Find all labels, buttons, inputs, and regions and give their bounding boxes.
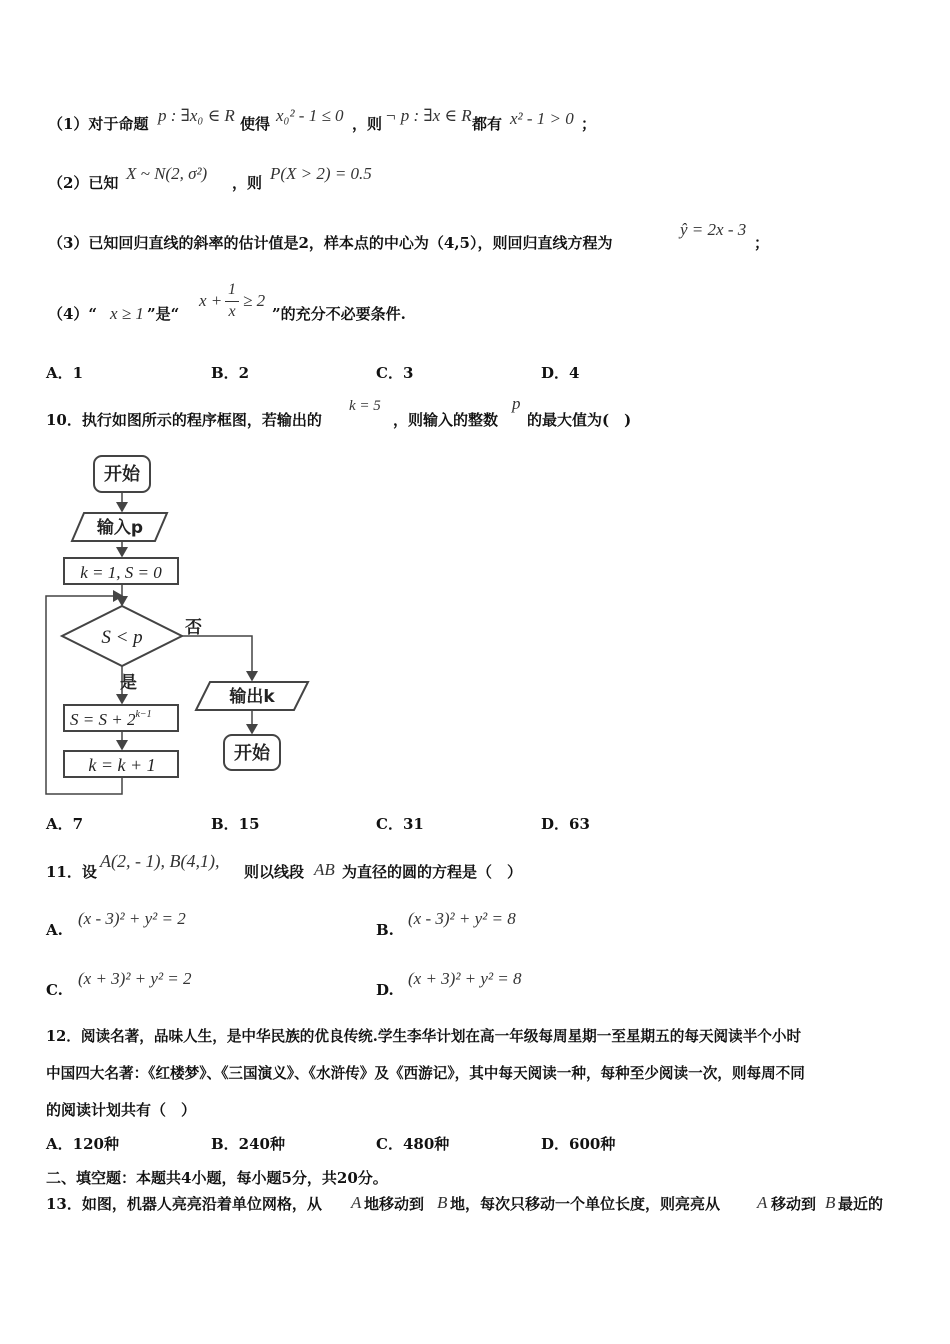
q9-item4-math-rhs: ≥ 2 <box>243 291 266 310</box>
flow-cond-text: S < p <box>101 627 143 648</box>
q13-text-mid1: 地移动到 <box>364 1195 425 1213</box>
flow-end-text: 开始 <box>234 743 270 764</box>
q11-option-b-label: B. <box>376 921 394 939</box>
q9-item2-label: （2）已知 <box>48 174 119 192</box>
flow-arrow-no <box>182 636 252 680</box>
q10-text-end: 的最大值为( ) <box>527 411 632 429</box>
q13-text-mid3: 移动到 <box>771 1195 817 1213</box>
q9-item4-text-end: ”的充分不必要条件. <box>272 305 406 323</box>
q9-item1-math-negp: ¬ p : ∃x ∈ R <box>385 106 472 125</box>
q11-option-a-math: (x - 3)² + y² = 2 <box>78 909 186 928</box>
q11-text-start: 11．设 <box>46 863 97 881</box>
q9-option-a: A．1 <box>46 364 84 382</box>
q13-math-b: B <box>437 1193 448 1212</box>
q11-option-c-math: (x + 3)² + y² = 2 <box>78 969 192 988</box>
q9-item4-label: （4）“ <box>48 305 98 323</box>
q13-math-a2: A <box>757 1193 768 1212</box>
q9-item4-text-mid: ”是“ <box>147 305 180 323</box>
q13-text-end: 最近的 <box>838 1195 884 1213</box>
q12-line3: 的阅读计划共有（ ） <box>46 1101 197 1119</box>
q10-option-d: D．63 <box>541 815 590 833</box>
q10-text-start: 10．执行如图所示的程序框图，若输出的 <box>46 411 322 429</box>
q11-option-d-math: (x + 3)² + y² = 8 <box>408 969 522 988</box>
q12-line1: 12．阅读名著，品味人生，是中华民族的优良传统.学生李华计划在高一年级每周星期一至星期五的每天阅读半个小时 <box>46 1028 802 1045</box>
flow-input-text: 输入p <box>96 518 144 538</box>
q13-text-start: 13．如图，机器人亮亮沿着单位网格，从 <box>46 1195 322 1213</box>
q12-option-c: C．480种 <box>376 1135 450 1153</box>
q9-option-b: B．2 <box>211 364 250 382</box>
q13-math-a: A <box>351 1193 362 1212</box>
q12-line2: 中国四大名著：《红楼梦》、《三国演义》、《水浒传》及《西游记》，其中每天阅读一种，每种至少阅读一次，则每周不同 <box>46 1065 805 1082</box>
section2-title: 二、填空题：本题共4小题，每小题5分，共20分。 <box>46 1169 388 1187</box>
q9-item1-math-p: p : ∃x₀ ∈ R <box>158 106 235 125</box>
flow-update-s-main: S = S + 2 <box>70 710 136 729</box>
q11-option-d-label: D. <box>376 981 394 999</box>
q10-option-c: C．31 <box>376 815 424 833</box>
q10-option-a: A．7 <box>46 815 84 833</box>
q11-math-ab: AB <box>314 860 335 879</box>
q9-item3-math-eq: ŷ = 2x - 3 <box>680 220 747 239</box>
q12-option-b: B．240种 <box>211 1135 285 1153</box>
q13-math-b2: B <box>825 1193 836 1212</box>
q9-option-d: D．4 <box>541 364 580 382</box>
q9-item1-text-ze: ，则 <box>352 115 383 133</box>
q9-item1-label: （1）对于命题 <box>48 115 149 133</box>
q12-option-d: D．600种 <box>541 1135 616 1153</box>
q9-item4-frac-bar <box>225 301 239 302</box>
q10-math-k: k = 5 <box>349 398 381 414</box>
q9-item2-math-dist: X ~ N(2, σ²) <box>126 164 208 183</box>
q9-item1-end: ； <box>581 115 597 133</box>
flow-init-text: k = 1, S = 0 <box>80 563 162 582</box>
q9-item3-label: （3）已知回归直线的斜率的估计值是2，样本点的中心为（4,5），则回归直线方程为 <box>48 234 613 252</box>
q9-item2-text-ze: ，则 <box>232 174 263 192</box>
q10-text-mid: ，则输入的整数 <box>393 411 499 429</box>
q9-item1-math-ineq2: x² - 1 > 0 <box>510 109 574 128</box>
q9-item4-math-x: x ≥ 1 <box>110 304 144 323</box>
flow-update-s-exp: k−1 <box>135 709 152 720</box>
q10-option-b: B．15 <box>211 815 260 833</box>
q11-text-end: 为直径的圆的方程是（ ） <box>342 863 523 881</box>
q9-item1-text-douyou: 都有 <box>472 115 503 133</box>
q10-flowchart <box>40 448 330 803</box>
q9-item2-math-prob: P(X > 2) = 0.5 <box>270 164 372 183</box>
flow-yes-label: 是 <box>120 673 137 693</box>
q11-math-pts: A(2, - 1), B(4,1), <box>100 851 220 871</box>
q9-item1-text-shide: 使得 <box>240 115 271 133</box>
flow-start-text: 开始 <box>104 464 140 485</box>
flow-output-text: 输出k <box>229 687 275 707</box>
q9-item3-end: ； <box>754 234 770 252</box>
q11-option-c-label: C. <box>46 981 63 999</box>
q9-item4-frac-den: x <box>228 303 236 320</box>
q11-option-a-label: A. <box>46 921 63 939</box>
q9-item4-frac-num: 1 <box>228 281 236 298</box>
q9-item1-math-ineq: x₀² - 1 ≤ 0 <box>276 106 344 125</box>
q12-option-a: A．120种 <box>46 1135 119 1153</box>
flow-no-label: 否 <box>185 618 202 638</box>
q13-text-mid2: 地，每次只移动一个单位长度，则亮亮从 <box>450 1195 721 1213</box>
flow-update-k-text: k = k + 1 <box>88 755 156 775</box>
q11-text-mid: 则以线段 <box>244 863 305 881</box>
q11-option-b-math: (x - 3)² + y² = 8 <box>408 909 516 928</box>
q9-item4-math-lhs: x + <box>199 291 223 310</box>
q9-option-c: C．3 <box>376 364 414 382</box>
q10-math-p: p <box>512 394 521 413</box>
